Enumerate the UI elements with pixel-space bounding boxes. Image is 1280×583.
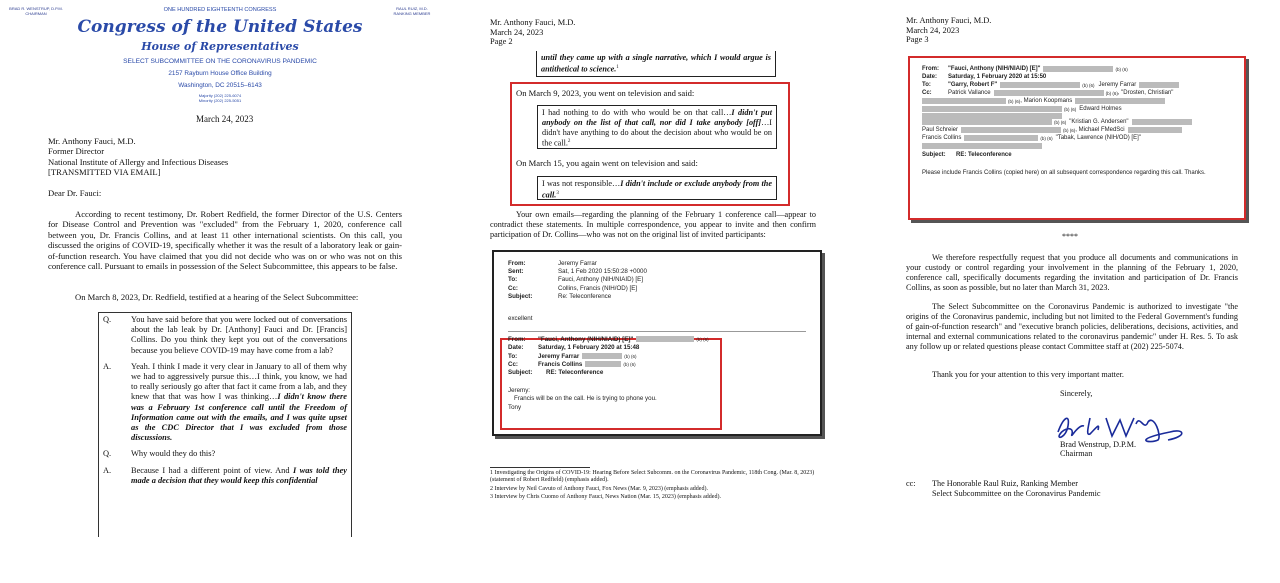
qa-row: [103, 362, 347, 444]
subcommittee-name: SELECT SUBCOMMITTEE ON THE CORONAVIRUS PANDEMIC: [123, 58, 317, 65]
email-label: Sent:: [508, 268, 524, 276]
continued-quote-text: until they came up with a single narrative, which I would argue is antithetical to science.: [541, 53, 771, 74]
redaction-code: (b) (6): [624, 353, 637, 359]
redaction: [1000, 82, 1080, 88]
email-label: Cc:: [508, 360, 518, 368]
qa-label: Q.: [103, 315, 112, 324]
address-line-2: Washington, DC 20515–6143: [178, 82, 262, 89]
email-subject: [922, 152, 1232, 160]
email-divider: [508, 331, 806, 332]
letter-page-1: [0, 0, 440, 583]
email-body: Francis will be on the call. He is trying to phone you.: [514, 395, 657, 403]
signature-icon: [1050, 410, 1190, 444]
redaction-code: (b) (6): [1008, 98, 1021, 104]
email-label: From:: [922, 66, 939, 72]
salutation: Dear Dr. Fauci:: [48, 188, 102, 198]
redaction: [585, 361, 621, 367]
email-value: , "Drosten, Christian": [1117, 89, 1174, 96]
redaction: [582, 353, 622, 359]
quote-emphasis: I didn't put anybody on the list of that call, nor did I take anybody [off]: [542, 108, 772, 127]
email-cc: [508, 361, 806, 369]
email-label: Subject:: [508, 369, 533, 377]
redaction: [1132, 119, 1192, 125]
recipient-line: Former Director: [48, 146, 105, 157]
tv-intro-1: On March 9, 2023, you went on television and said:: [516, 88, 695, 98]
phone-majority: Majority (202) 225-6074: [198, 93, 242, 98]
footnote-rule: [490, 467, 590, 468]
closing: Sincerely,: [1060, 389, 1093, 398]
email-cc: [922, 90, 1232, 98]
redaction: [922, 106, 1062, 112]
email-label: From:: [508, 260, 526, 267]
qa-row: [103, 449, 347, 459]
qa-plain: Because I had a different point of view. And: [131, 465, 293, 475]
header-line: March 24, 2023: [906, 25, 960, 35]
redaction-code: (b) (6): [1063, 128, 1076, 134]
email-to: [508, 353, 806, 361]
email-sent: [508, 268, 806, 276]
header-line: Page 2: [490, 37, 513, 47]
email-value: RE: Teleconference: [956, 152, 1012, 159]
signature-image: [1050, 410, 1190, 444]
email-label: Subject:: [922, 152, 946, 159]
redaction: [1139, 82, 1179, 88]
congress-number: ONE HUNDRED EIGHTEENTH CONGRESS: [163, 7, 277, 13]
recipient-line: National Institute of Allergy and Infectious Diseases: [48, 156, 229, 167]
redaction: [1128, 127, 1182, 133]
email-label: To:: [508, 352, 518, 360]
ranking-member-name: RAUL RUIZ, M.D. RANKING MEMBER: [393, 6, 431, 16]
email-from: [508, 260, 806, 268]
letter-date: March 24, 2023: [196, 114, 254, 124]
tv-intro-2: On March 15, you again went on television and said:: [516, 158, 698, 168]
fauci-quote-2: [537, 176, 777, 200]
email-value: Jeremy Farrar: [538, 352, 580, 360]
email-cc-line: [922, 98, 1232, 106]
qa-label: A.: [103, 465, 112, 475]
email-value: Saturday, 1 February 2020 at 15:50: [948, 73, 1047, 80]
quote-plain: I had nothing to do with who would be on that call…: [542, 108, 732, 117]
email-value: "Garry, Robert F": [948, 81, 998, 88]
email-value: Patrick Vallance: [948, 89, 991, 96]
redaction-code: (b) (6): [1064, 106, 1077, 112]
email-body: Please include Francis Collins (copied here) on all subsequent correspondence regarding this call. Thanks.: [922, 170, 1206, 177]
email-cc: [508, 285, 806, 293]
fauci-quote-1: [537, 105, 777, 149]
redaction: [636, 336, 694, 342]
redaction-code: (b) (6): [1082, 82, 1095, 88]
email-value: "Fauci, Anthony (NIH/NIAID) [E]": [538, 336, 634, 344]
letter-page-3: [860, 0, 1280, 583]
email-body: excellent: [508, 315, 533, 323]
email-cc-line: [922, 127, 1232, 135]
thanks-line: Thank you for your attention to this very important matter.: [932, 370, 1124, 379]
email-screenshot-farrar: [492, 250, 822, 436]
footnote-1: 1 Investigating the Origins of COVID-19: Hearing Before Select Subcomm. on the Coronavirus Pandemic, 118th Cong. (Mar. 8, 2023) (statement of Robert Redfield) (emphasis added).: [490, 470, 815, 484]
qa-label: A.: [103, 361, 112, 371]
qa-row: [103, 315, 347, 356]
email-value: Collins, Francis (NIH/OD) [E]: [558, 284, 638, 292]
redaction-code: (b) (6): [623, 361, 636, 367]
qa-plain: Yeah. I think I made it very clear in January to all of them why we had to aggressively pursue this…I think, you know, we had to really seriously go after that fact it came from a lab, and they knew that that was how I was thinking…: [131, 361, 347, 402]
email-label: To:: [508, 276, 518, 284]
email-value: "Tabak, Lawrence (NIH/OD) [E]": [1055, 135, 1141, 142]
email-cc-line: [922, 106, 1232, 114]
email-from: [508, 336, 806, 344]
email-value: Sat, 1 Feb 2020 15:50:28 +0000: [558, 268, 647, 276]
redaction: [994, 90, 1104, 96]
cc-label: cc:: [906, 479, 916, 488]
email-value: RE: Teleconference: [546, 369, 604, 377]
request-paragraph: We therefore respectfully request that you produce all documents and communications in your custody or control regarding your involvement in the planning of the February 1, 2020, conference call, specifically documents regarding the invitation and participation of Dr. Francis Collins, as soon as possible, but no later than March 31, 2023.: [906, 253, 1238, 292]
email-greeting: Jeremy:: [508, 387, 531, 395]
paragraph-emails: Your own emails—regarding the planning of the February 1 conference call—appear to contradict these statements. In multiple correspondence, you appear to invite and then confirm participation of Dr. Collins—who was not on the original list of invited participants:: [490, 210, 816, 239]
redaction: [922, 119, 1052, 125]
email-value: , Marion Koopmans: [1020, 97, 1073, 104]
signer-title: Chairman: [1060, 449, 1093, 459]
qa-text: [131, 362, 347, 444]
redaction-code: (b) (6): [696, 337, 709, 343]
header-line: Mr. Anthony Fauci, M.D.: [490, 18, 576, 27]
recipient-block: [48, 136, 228, 178]
email-value: Jeremy Farrar: [1098, 81, 1137, 88]
recipient-line: Mr. Anthony Fauci, M.D.: [48, 136, 136, 146]
email-value: Re: Teleconference: [558, 292, 612, 300]
letter-page-2: [440, 0, 860, 583]
email-label: Subject:: [508, 292, 533, 300]
email-value: Fauci, Anthony (NIH/NIAID) [E]: [558, 276, 643, 284]
letterhead-house: House of Representatives: [141, 40, 299, 53]
cc-block: [932, 479, 1101, 498]
qa-emphasis: I didn't know there was a February 1st conference call until the Freedom of Information came out with the emails, and I was quite upset as the CDC Director that I was excluded from those discussions.: [131, 392, 347, 443]
footnote-ref: 1: [616, 64, 619, 70]
email-to: [922, 82, 1232, 90]
redaction-code: (b) (6): [1115, 67, 1128, 72]
footnote-ref: 2: [567, 139, 571, 145]
redaction-code: (b) (6): [1054, 120, 1067, 126]
email-cc-line: [922, 135, 1232, 143]
email-value: Edward Holmes: [1079, 105, 1122, 112]
cc-line: Select Subcommittee on the Coronavirus Pandemic: [932, 488, 1101, 498]
phone-minority: Minority (202) 225-5051: [198, 98, 242, 103]
signer-name: Brad Wenstrup, D.P.M.: [1060, 440, 1137, 449]
email-cc-line: [922, 119, 1232, 127]
header-line: Page 3: [906, 35, 929, 45]
redaction-code: (b) (6): [1040, 136, 1053, 142]
email-date: [922, 74, 1232, 82]
testimony-box: [98, 312, 352, 537]
redaction: [961, 127, 1061, 133]
email-subject: [508, 293, 806, 301]
email-label: Cc:: [508, 284, 518, 292]
page-header: [490, 18, 575, 47]
email-signoff: Tony: [508, 403, 522, 411]
quote-tail: …I didn't have anything to do about the decision about who would be on the call.: [542, 117, 772, 149]
paragraph-2: On March 8, 2023, Dr. Redfield, testified at a hearing of the Select Subcommittee:: [75, 292, 359, 302]
email-value: Jeremy Farrar: [558, 260, 597, 267]
redaction: [1075, 98, 1165, 104]
recipient-line: [TRANSMITTED VIA EMAIL]: [48, 167, 161, 178]
footnote-3: 3 Interview by Chris Cuomo of Anthony Fauci, News Nation (Mar. 15, 2023) (emphasis added).: [490, 494, 721, 500]
email-label: Cc:: [922, 89, 932, 96]
header-line: March 24, 2023: [490, 27, 544, 37]
email-value: Francis Collins: [922, 135, 962, 142]
footnote-2: 2 Interview by Neil Cavuto of Anthony Fauci, Fox News (Mar. 9, 2023) (emphasis added).: [490, 486, 708, 492]
page-header: [906, 16, 991, 45]
redaction: [922, 143, 1042, 149]
email-from: [922, 66, 1232, 74]
header-line: Mr. Anthony Fauci, M.D.: [906, 16, 992, 25]
email-value: "Kristian G. Andersen": [1069, 119, 1129, 126]
email-screenshot-cc: [908, 56, 1246, 220]
cc-line: The Honorable Raul Ruiz, Ranking Member: [932, 479, 1078, 488]
email-date: [508, 344, 806, 352]
qa-emphasis: I was told they made a decision that they would keep this confidential: [131, 465, 347, 485]
email-label: To:: [922, 81, 931, 88]
qa-text: [131, 466, 347, 486]
email-subject: [508, 369, 806, 377]
footnote-ref: 3: [556, 190, 559, 196]
email-to: [508, 276, 806, 284]
authority-paragraph: The Select Subcommittee on the Coronavirus Pandemic is authorized to investigate "the origins of the Coronavirus pandemic, including but not limited to the Federal Government's funding of gain-of-function research" and "executive branch policies, deliberations, decisions, activities, and internal and external communications related to the coronavirus pandemic" under H. Res. 5. To ask any follow up or related questions please contact Committee staff at (202) 225-5074.: [906, 302, 1238, 351]
email-value: Francis Collins: [538, 360, 583, 368]
email-label: From:: [508, 336, 526, 344]
email-cc-line: [922, 143, 1232, 149]
qa-text: Why would they do this?: [131, 449, 216, 459]
email-value: , Michael FMedSci: [1075, 127, 1125, 134]
quote-emphasis: I didn't include or exclude anybody from the call.: [542, 179, 772, 200]
letterhead-title: Congress of the United States: [77, 17, 363, 37]
redaction-code: (b) (6): [1105, 90, 1118, 96]
signer-block: [1060, 440, 1136, 459]
qa-row: [103, 466, 347, 486]
quote-plain: I was not responsible…: [542, 179, 621, 188]
address-line-1: 2157 Rayburn House Office Building: [168, 70, 272, 77]
paragraph-1: According to recent testimony, Dr. Robert Redfield, the former Director of the U.S. Centers for Disease Control and Prevention was "excluded" from the February 1, 2020, conference call between you, Dr. Francis Collins, and at least 11 other international scientists. On this call, you discussed the origins of COVID-19, specifically whether it was the result of a laboratory leak or gain-of-function research. You have claimed that you did not decide who was on or who was not on this conference call. Pursuant to emails in possession of the Select Subcommittee, this appears to be false.: [48, 209, 402, 272]
redaction: [1043, 66, 1113, 72]
chairman-name: BRAD R. WENSTRUP, D.P.M. CHAIRMAN: [9, 6, 63, 16]
section-break: ****: [1062, 232, 1078, 241]
redaction: [922, 98, 1006, 104]
qa-text: You have said before that you were locked out of conversations about the lab leak by Dr. [Anthony] Fauci and Dr. [Francis] Collins. Do you think they kept you out of the conversations because you believe COVID-19 may have come from a lab?: [131, 315, 347, 355]
email-value: Paul Schreier: [922, 127, 959, 134]
qa-label: Q.: [103, 449, 112, 459]
email-label: Date:: [508, 344, 524, 352]
email-value: Saturday, 1 February 2020 at 15:48: [538, 344, 640, 352]
redaction: [964, 135, 1038, 141]
email-value: "Fauci, Anthony (NIH/NIAID) [E]": [948, 66, 1041, 72]
continued-quote: [536, 51, 776, 77]
email-label: Date:: [922, 73, 938, 80]
